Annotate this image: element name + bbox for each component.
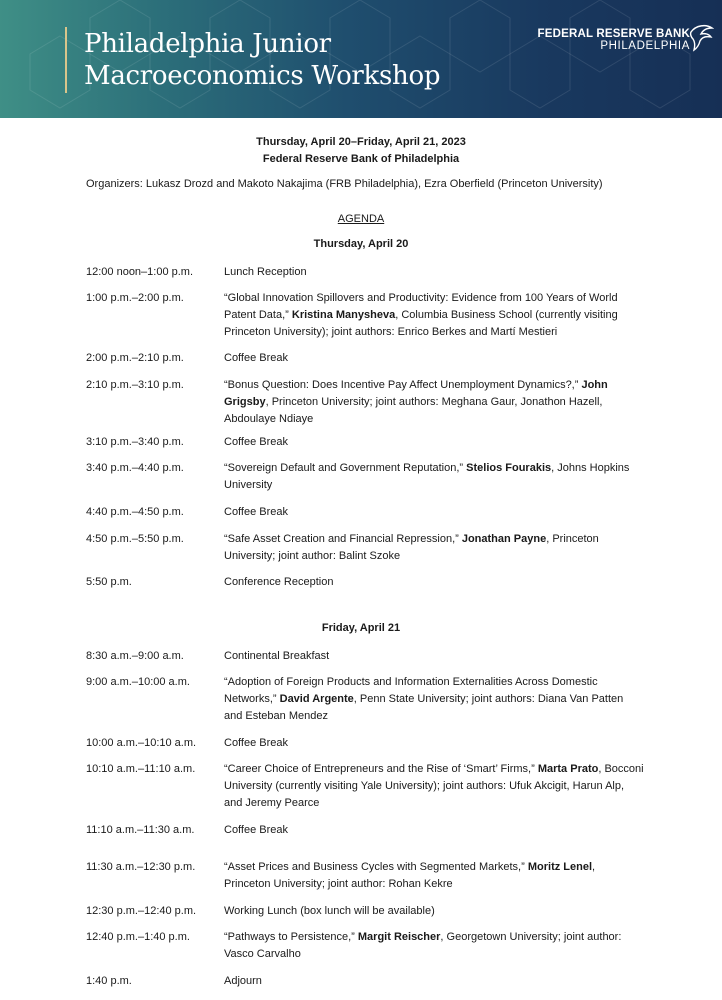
session-description: [224, 735, 644, 752]
session-time: 2:10 p.m.–3:10 p.m.: [86, 379, 184, 391]
session-description: [224, 460, 644, 494]
frb-name: FEDERAL RESERVE BANK: [537, 28, 690, 40]
session-description: [224, 761, 644, 812]
session-title: Coffee Break: [224, 824, 289, 836]
session-time: 12:00 noon–1:00 p.m.: [86, 266, 194, 278]
header-banner: [0, 0, 722, 118]
session-title: “Bonus Question: Does Incentive Pay Affect Unemployment Dynamics?,”: [224, 379, 582, 391]
session-time: 3:10 p.m.–3:40 p.m.: [86, 436, 184, 448]
session-title: Conference Reception: [224, 576, 334, 588]
session-affiliation: , Princeton University; joint author: Balint Szoke: [224, 533, 599, 562]
session-title: “Asset Prices and Business Cycles with Segmented Markets,”: [224, 861, 528, 873]
day-heading-thursday: Thursday, April 20: [313, 238, 409, 250]
session-description: [224, 290, 644, 341]
session-speaker: Stelios Fourakis: [466, 462, 552, 474]
session-title: Coffee Break: [224, 352, 289, 364]
session-description: [224, 377, 644, 428]
session-description: [224, 674, 644, 725]
session-description: [224, 929, 644, 963]
session-description: [224, 264, 644, 281]
session-description: [224, 903, 644, 920]
session-affiliation: , Columbia Business School (currently visiting Princeton University); joint authors: Enrico Berkes and Martí Mestieri: [224, 309, 618, 338]
session-time: 3:40 p.m.–4:40 p.m.: [86, 462, 184, 474]
session-title: “Global Innovation Spillovers and Productivity: Evidence from 100 Years of World Patent Data,”: [224, 292, 618, 321]
session-time: 10:10 a.m.–11:10 a.m.: [86, 763, 196, 775]
session-time: 12:30 p.m.–12:40 p.m.: [86, 905, 197, 917]
eagle-icon: [688, 22, 714, 52]
session-title: Lunch Reception: [224, 266, 307, 278]
session-affiliation: , Penn State University; joint authors: Diana Van Patten and Esteban Mendez: [224, 693, 624, 722]
day-heading-friday: Friday, April 21: [321, 622, 401, 634]
session-time: 1:00 p.m.–2:00 p.m.: [86, 292, 184, 304]
workshop-title: [84, 28, 440, 92]
session-time: 9:00 a.m.–10:00 a.m.: [86, 676, 190, 688]
session-description: [224, 859, 644, 893]
session-title: “Safe Asset Creation and Financial Repression,”: [224, 533, 462, 545]
session-title: Coffee Break: [224, 436, 289, 448]
session-speaker: Kristina Manysheva: [291, 309, 396, 321]
session-description: [224, 574, 644, 591]
session-description: [224, 973, 644, 990]
agenda-heading: AGENDA: [337, 213, 385, 225]
banner-divider: [65, 27, 67, 93]
title-line-1: Philadelphia Junior: [84, 29, 331, 59]
session-title: “Adoption of Foreign Products and Information Externalities Across Domestic Networks,”: [224, 676, 598, 705]
event-venue: Federal Reserve Bank of Philadelphia: [262, 153, 460, 165]
session-title: Adjourn: [224, 975, 262, 987]
session-description: [224, 531, 644, 565]
frb-city: PHILADELPHIA: [600, 40, 690, 52]
session-title: “Pathways to Persistence,”: [224, 931, 358, 943]
session-speaker: Jonathan Payne: [461, 533, 547, 545]
session-time: 4:50 p.m.–5:50 p.m.: [86, 533, 184, 545]
session-time: 11:30 a.m.–12:30 p.m.: [86, 861, 196, 873]
session-title: Continental Breakfast: [224, 650, 330, 662]
session-time: 8:30 a.m.–9:00 a.m.: [86, 650, 184, 662]
session-speaker: Moritz Lenel: [527, 861, 593, 873]
session-time: 2:00 p.m.–2:10 p.m.: [86, 352, 184, 364]
session-title: “Sovereign Default and Government Reputation,”: [224, 462, 467, 474]
event-dates: Thursday, April 20–Friday, April 21, 2023: [256, 136, 466, 148]
session-time: 4:40 p.m.–4:50 p.m.: [86, 506, 184, 518]
session-description: [224, 434, 644, 451]
session-title: Coffee Break: [224, 737, 289, 749]
session-speaker: Marta Prato: [537, 763, 599, 775]
session-title: “Career Choice of Entrepreneurs and the Rise of ‘Smart’ Firms,”: [224, 763, 538, 775]
session-time: 1:40 p.m.: [86, 975, 132, 987]
title-line-2: Macroeconomics Workshop: [84, 61, 441, 91]
session-time: 10:00 a.m.–10:10 a.m.: [86, 737, 197, 749]
organizers: Organizers: Lukasz Drozd and Makoto Nakajima (FRB Philadelphia), Ezra Oberfield (Princeton University): [86, 178, 603, 190]
session-title: Coffee Break: [224, 506, 289, 518]
session-description: [224, 648, 644, 665]
session-description: [224, 822, 644, 839]
session-time: 5:50 p.m.: [86, 576, 132, 588]
session-speaker: John Grigsby: [224, 379, 608, 408]
session-affiliation: , Johns Hopkins University: [224, 462, 630, 491]
session-time: 11:10 a.m.–11:30 a.m.: [86, 824, 195, 836]
session-affiliation: , Princeton University; joint author: Rohan Kekre: [224, 861, 596, 890]
frb-logo-text: [538, 28, 690, 52]
session-affiliation: , Princeton University; joint authors: Meghana Gaur, Jonathon Hazell, Abdoulaye Ndiaye: [224, 396, 603, 425]
session-time: 12:40 p.m.–1:40 p.m.: [86, 931, 190, 943]
session-description: [224, 504, 644, 521]
session-speaker: Margit Reischer: [357, 931, 441, 943]
session-title: Working Lunch (box lunch will be available): [224, 905, 435, 917]
session-description: [224, 350, 644, 367]
session-affiliation: , Georgetown University; joint author: Vasco Carvalho: [224, 931, 622, 960]
session-speaker: David Argente: [279, 693, 354, 705]
session-affiliation: , Bocconi University (currently visiting Yale University); joint authors: Ufuk Akcigit, Harun Alp, and Jeremy Pearce: [224, 763, 644, 809]
